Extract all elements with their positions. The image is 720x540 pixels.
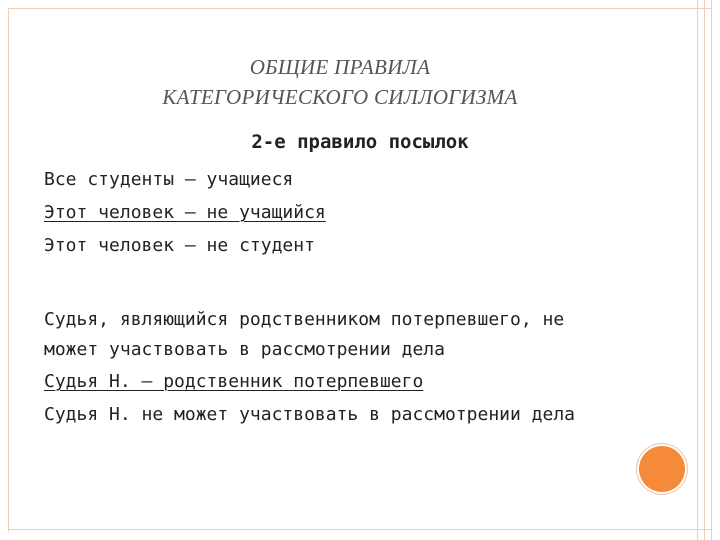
premise-minor: Этот человек — не учащийся	[44, 202, 326, 223]
frame-right-line	[697, 0, 698, 540]
title-line-2: КАТЕГОРИЧЕСКОГО СИЛЛОГИЗМА	[162, 85, 518, 109]
premise-minor: Судья Н. – родственник потерпевшего	[44, 371, 424, 392]
frame-right-line	[704, 0, 705, 540]
syllogism-example-2	[44, 305, 575, 431]
conclusion: Судья Н. не может участвовать в рассмотрении дела	[44, 404, 576, 425]
premise-major-line-1: Судья, являющийся родственником потерпевшего, не	[44, 309, 565, 330]
decorative-circle	[639, 446, 685, 492]
slide-title	[60, 52, 620, 112]
frame-top-line	[8, 8, 712, 9]
title-line-1: ОБЩИЕ ПРАВИЛА	[249, 55, 431, 79]
conclusion: Этот человек — не студент	[44, 235, 315, 256]
syllogism-example-1	[44, 163, 326, 262]
premise-major-line-2: может участвовать в рассмотрении дела	[44, 339, 445, 360]
frame-right-line	[711, 0, 712, 540]
slide-subtitle: 2-е правило посылок	[251, 131, 469, 153]
premise-major: Все студенты — учащиеся	[44, 169, 294, 190]
frame-left-line	[8, 8, 9, 532]
frame-bottom-line	[8, 529, 712, 530]
